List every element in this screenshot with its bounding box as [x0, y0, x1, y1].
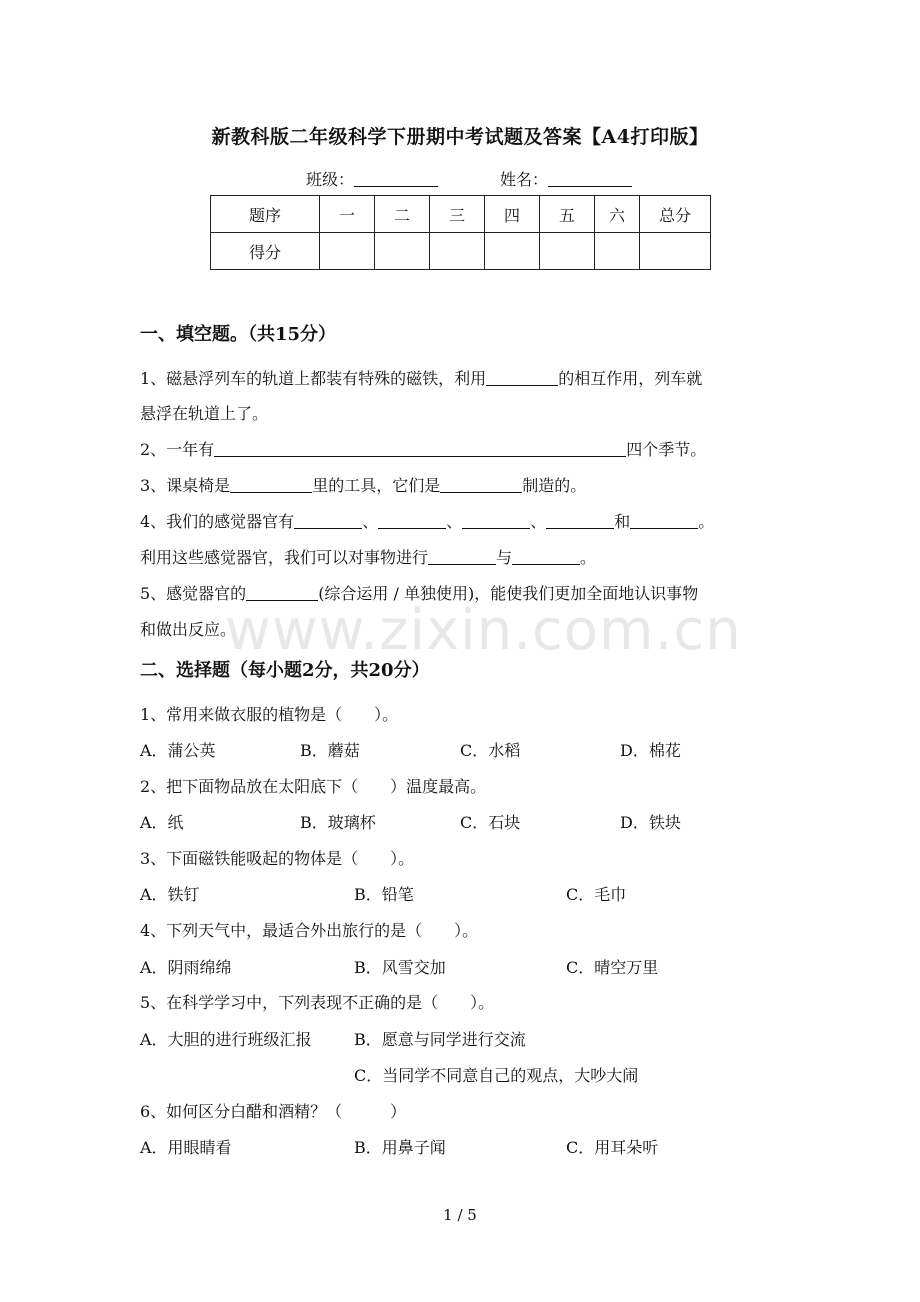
question-text: 。 [580, 548, 597, 567]
answer-blank[interactable] [214, 442, 626, 457]
score-cell[interactable] [485, 233, 540, 270]
score-header-cell: 二 [375, 196, 430, 233]
section-heading-multiple-choice: 二、选择题（每小题2分，共20分） [140, 660, 430, 681]
watermark: www.zixin.com.cn [225, 598, 742, 663]
score-cell[interactable] [430, 233, 485, 270]
question-text: 四个季节。 [626, 440, 707, 459]
class-field [306, 167, 438, 190]
score-header-cell: 三 [430, 196, 485, 233]
mc-option[interactable]: A．用眼睛看 [140, 1138, 232, 1157]
mc-option[interactable]: B．风雪交加 [354, 958, 446, 977]
score-header-cell: 六 [595, 196, 640, 233]
question-1 [140, 366, 702, 389]
mc-option[interactable]: A．蒲公英 [140, 741, 216, 760]
answer-blank[interactable] [440, 478, 522, 493]
answer-blank[interactable] [246, 586, 318, 601]
score-cell[interactable] [375, 233, 430, 270]
mc-option[interactable]: C．毛巾 [566, 885, 627, 904]
question-text: (综合运用 / 单独使用)，能使我们更加全面地认识事物 [318, 584, 699, 603]
score-header-cell: 五 [540, 196, 595, 233]
name-blank[interactable] [548, 172, 632, 187]
mc-option[interactable]: A．铁钉 [140, 885, 200, 904]
answer-blank[interactable] [230, 478, 312, 493]
question-text: 和 [614, 512, 631, 531]
mc-option[interactable]: C．当同学不同意自己的观点，大吵大闹 [354, 1066, 639, 1085]
question-text: 的相互作用，列车就 [558, 369, 703, 388]
page-number: 1 / 5 [443, 1206, 477, 1224]
answer-blank[interactable] [428, 550, 496, 565]
question-text: 利用这些感觉器官，我们可以对事物进行 [140, 548, 429, 567]
mc-option[interactable]: C．晴空万里 [566, 958, 659, 977]
score-cell[interactable] [540, 233, 595, 270]
question-1-cont: 悬浮在轨道上了。 [140, 404, 269, 423]
question-text: 5、感觉器官的 [140, 584, 247, 603]
name-field [500, 167, 632, 190]
question-text: 3、课桌椅是 [140, 476, 231, 495]
question-4-cont [140, 545, 596, 568]
question-text: 1、磁悬浮列车的轨道上都装有特殊的磁铁，利用 [140, 369, 487, 388]
score-table [210, 195, 711, 270]
score-header-cell: 一 [320, 196, 375, 233]
question-text: 4、我们的感觉器官有 [140, 512, 295, 531]
score-header-cell: 总分 [640, 196, 711, 233]
score-row-label: 得分 [211, 233, 320, 270]
answer-blank[interactable] [512, 550, 580, 565]
answer-blank[interactable] [546, 514, 614, 529]
question-5-cont: 和做出反应。 [140, 620, 237, 639]
mc-option[interactable]: C．石块 [460, 813, 521, 832]
question-text: 里的工具，它们是 [312, 476, 441, 495]
page-title: 新教科版二年级科学下册期中考试题及答案【A4打印版】 [211, 126, 709, 148]
mc-question-1: 1、常用来做衣服的植物是（ ）。 [140, 705, 399, 724]
answer-blank[interactable] [486, 371, 558, 386]
name-label: 姓名： [500, 170, 549, 189]
question-5 [140, 581, 698, 604]
score-table-header-row [211, 196, 711, 233]
score-header-cell: 题序 [211, 196, 320, 233]
separator: 、 [530, 512, 547, 531]
answer-blank[interactable] [462, 514, 530, 529]
question-3 [140, 473, 586, 496]
score-cell[interactable] [320, 233, 375, 270]
mc-option[interactable]: D．铁块 [620, 813, 681, 832]
mc-question-5: 5、在科学学习中，下列表现不正确的是（ ）。 [140, 993, 495, 1012]
mc-question-2: 2、把下面物品放在太阳底下（ ）温度最高。 [140, 777, 487, 796]
question-text: 制造的。 [522, 476, 587, 495]
question-text: 与 [496, 548, 513, 567]
class-blank[interactable] [354, 172, 438, 187]
answer-blank[interactable] [378, 514, 446, 529]
section-heading-fill-blank: 一、填空题。（共15分） [140, 324, 337, 345]
mc-option[interactable]: B．用鼻子闻 [354, 1138, 446, 1157]
mc-option[interactable]: D．棉花 [620, 741, 681, 760]
question-4 [140, 509, 714, 532]
mc-question-6: 6、如何区分白醋和酒精？（ ） [140, 1102, 407, 1121]
separator: 、 [446, 512, 463, 531]
mc-option[interactable]: B．蘑菇 [300, 741, 360, 760]
mc-option[interactable]: B．铅笔 [354, 885, 414, 904]
separator: 、 [362, 512, 379, 531]
score-header-cell: 四 [485, 196, 540, 233]
question-text: 2、一年有 [140, 440, 215, 459]
mc-option[interactable]: B．愿意与同学进行交流 [354, 1030, 526, 1049]
mc-question-4: 4、下列天气中，最适合外出旅行的是（ ）。 [140, 921, 479, 940]
score-cell[interactable] [640, 233, 711, 270]
question-text: 。 [698, 512, 715, 531]
mc-option[interactable]: A．大胆的进行班级汇报 [140, 1030, 312, 1049]
mc-option[interactable]: C．用耳朵听 [566, 1138, 659, 1157]
score-cell[interactable] [595, 233, 640, 270]
mc-option[interactable]: C．水稻 [460, 741, 521, 760]
mc-option[interactable]: A．阴雨绵绵 [140, 958, 232, 977]
answer-blank[interactable] [294, 514, 362, 529]
mc-option[interactable]: A．纸 [140, 813, 184, 832]
mc-question-3: 3、下面磁铁能吸起的物体是（ ）。 [140, 849, 415, 868]
answer-blank[interactable] [630, 514, 698, 529]
question-2 [140, 437, 706, 460]
mc-option[interactable]: B．玻璃杯 [300, 813, 376, 832]
class-label: 班级： [306, 170, 355, 189]
score-table-score-row [211, 233, 711, 270]
